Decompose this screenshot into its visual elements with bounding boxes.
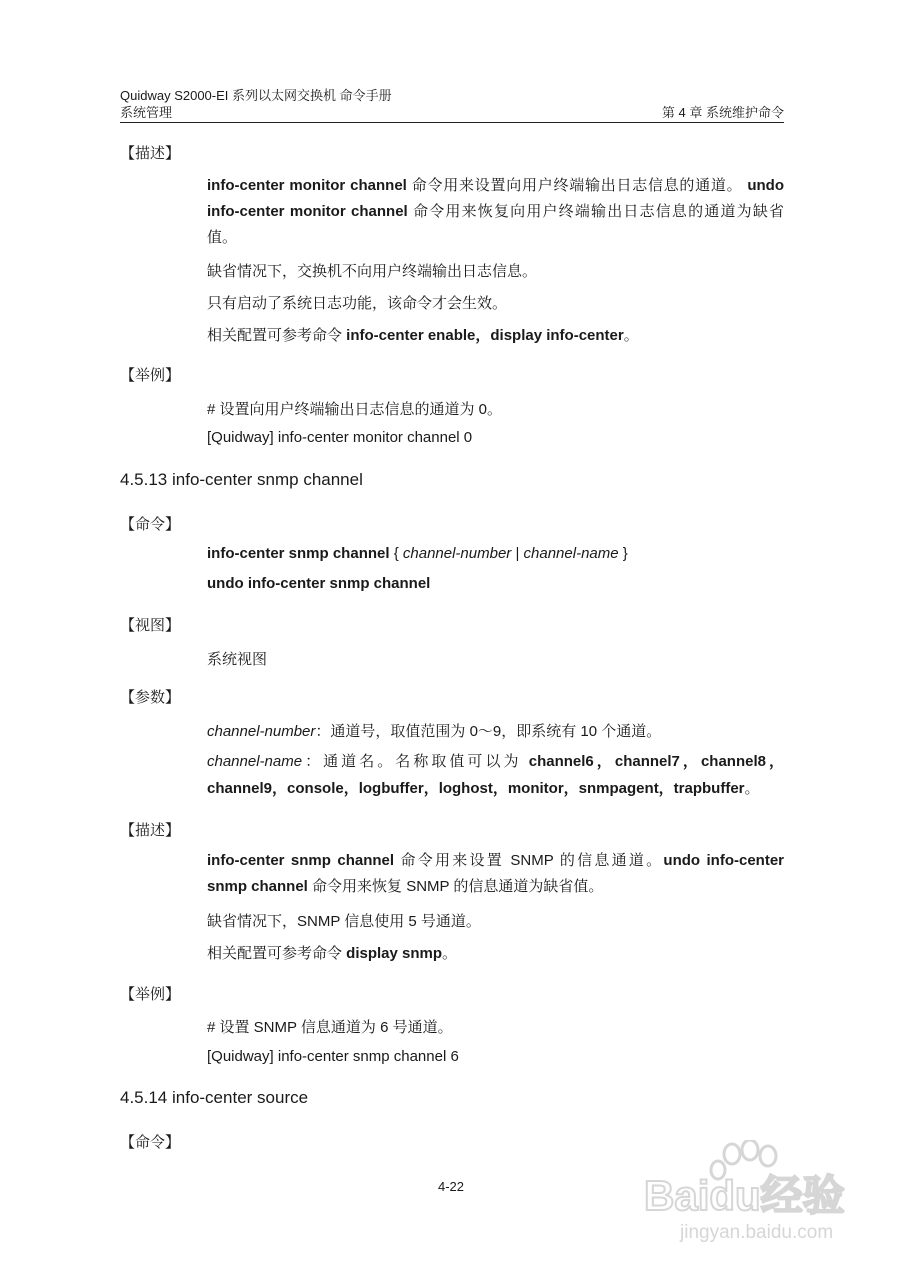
baidu-watermark: [640, 1140, 860, 1250]
command-text: undo info-center monitor channel: [207, 177, 784, 220]
monitor-desc-paragraph: info-center monitor channel 命令用来设置向用户终端输出日志信息的通道。 undo info-center monitor channel 命令用来恢复向用户终端输出日志信息的通道为缺省值。: [207, 177, 784, 246]
section-heading-description: 【描述】: [120, 145, 181, 162]
header-section: 系统管理: [120, 105, 173, 120]
section-heading-description-snmp: 【描述】: [120, 822, 181, 839]
command-text: info-center monitor channel: [207, 177, 407, 194]
command-syntax: info-center snmp channel { channel-number | channel-name }: [207, 545, 628, 562]
example-command: [Quidway] info-center monitor channel 0: [207, 429, 473, 446]
param-channel-number: channel-number：通道号，取值范围为 0～9，即系统有 10 个通道。: [207, 723, 662, 740]
snmp-desc-paragraph: info-center snmp channel 命令用来设置 SNMP 的信息通道。undo info-center snmp channel 命令用来恢复 SNMP 的信息通道为缺省值。: [207, 852, 784, 895]
example-comment: # 设置 SNMP 信息通道为 6 号通道。: [207, 1019, 453, 1036]
section-heading-example-snmp: 【举例】: [120, 986, 181, 1003]
page-number: 4-22: [438, 1179, 465, 1194]
header-chapter: 第 4 章 系统维护命令: [661, 105, 784, 120]
command-text: info-center snmp channel: [207, 852, 395, 869]
section-heading-command-source: 【命令】: [120, 1134, 181, 1151]
command-text: display snmp: [346, 945, 443, 962]
header-rule: [120, 122, 784, 123]
subsection-title-snmp-channel: 4.5.13 info-center snmp channel: [120, 470, 363, 489]
watermark-brand: Baidu经验: [644, 1172, 845, 1219]
view-text: 系统视图: [207, 651, 268, 668]
param-channel-name: channel-name：通道名。名称取值可以为 channel6，channel7，channel8，channel9，console，logbuffer，loghost，monitor，snmpagent，trapbuffer。: [207, 753, 785, 797]
command-syntax-undo: undo info-center snmp channel: [207, 575, 431, 592]
snmp-desc-related: 相关配置可参考命令 display snmp。: [207, 945, 458, 962]
subsection-title-source: 4.5.14 info-center source: [120, 1088, 309, 1107]
command-text: info-center enable，display info-center: [346, 327, 624, 344]
section-heading-view: 【视图】: [120, 617, 181, 634]
monitor-desc-related: 相关配置可参考命令 info-center enable，display info-center。: [207, 327, 639, 344]
section-heading-parameters: 【参数】: [120, 689, 181, 706]
snmp-desc-default: 缺省情况下，SNMP 信息使用 5 号通道。: [207, 913, 481, 930]
example-comment: # 设置向用户终端输出日志信息的通道为 0。: [207, 401, 503, 418]
command-text: undo info-center snmp channel: [207, 852, 784, 895]
header-title: Quidway S2000-EI 系列以太网交换机 命令手册: [120, 88, 392, 103]
section-heading-example: 【举例】: [120, 367, 181, 384]
monitor-desc-default: 缺省情况下，交换机不向用户终端输出日志信息。: [207, 263, 538, 280]
example-command: [Quidway] info-center snmp channel 6: [207, 1048, 459, 1065]
paw-icon: [640, 1140, 860, 1250]
watermark-url: jingyan.baidu.com: [680, 1222, 834, 1243]
monitor-desc-note: 只有启动了系统日志功能，该命令才会生效。: [207, 295, 508, 312]
section-heading-command: 【命令】: [120, 516, 181, 533]
